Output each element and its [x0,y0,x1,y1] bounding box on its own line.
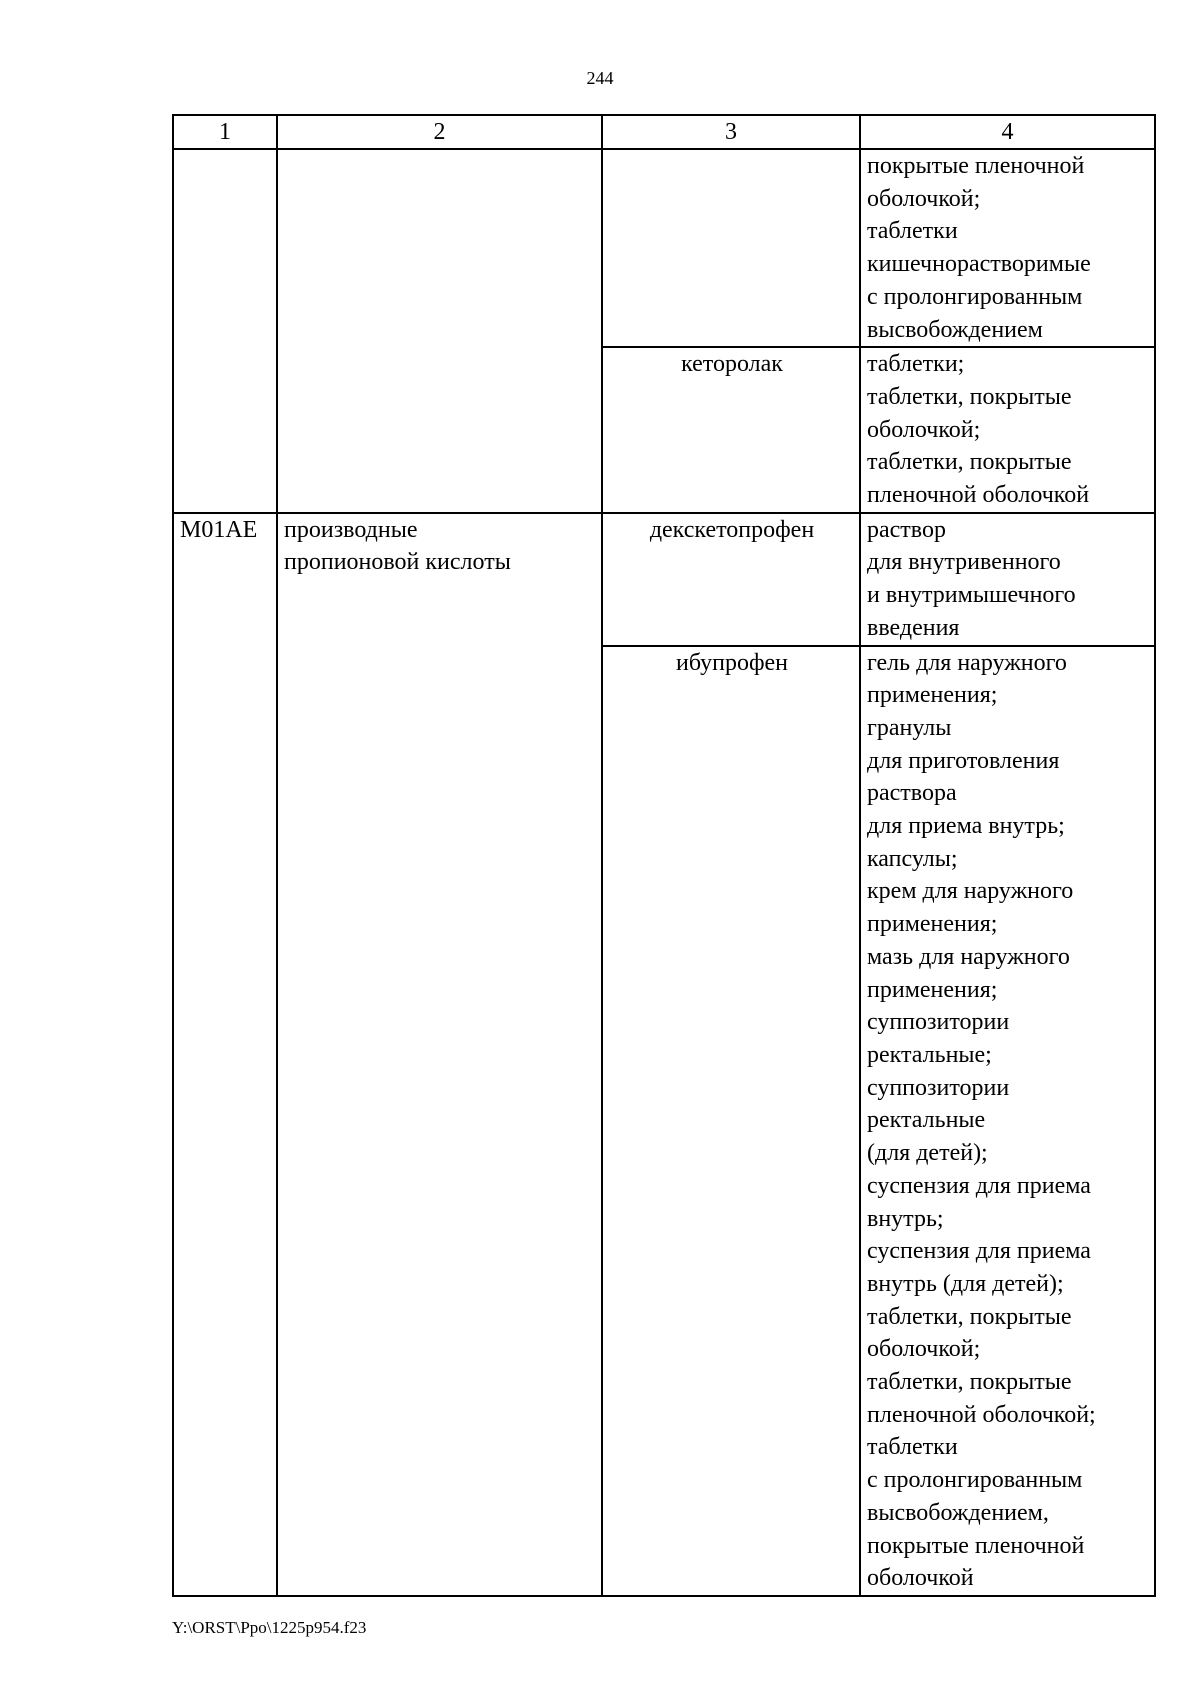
dosage-form-line: применения; [867,976,998,1003]
dosage-form-line: применения; [867,911,998,938]
dosage-form-line: для приема внутрь; [867,813,1065,840]
table-header-row [173,115,1155,149]
dosage-form-line: внутрь; [867,1205,944,1232]
dosage-form-line: пленочной оболочкой [867,482,1090,509]
dosage-forms-cell [860,149,1155,347]
column-header-3: 3 [602,115,860,149]
dosage-form-line: (для детей); [867,1140,988,1167]
dosage-form-line: внутрь (для детей); [867,1270,1064,1297]
dosage-forms-cell [860,646,1155,1596]
group-name-cell [277,513,602,1596]
dosage-form-line: и внутримышечного [867,582,1076,609]
dosage-form-line: мазь для наружного [867,943,1070,970]
dosage-forms-cell [860,347,1155,513]
column-header-1: 1 [173,115,277,149]
dosage-form-line: таблетки, покрытые [867,1303,1072,1330]
dosage-form-line: оболочкой; [867,185,981,212]
dosage-form-line: таблетки, покрытые [867,1369,1072,1396]
table-row [173,513,1155,646]
dosage-form-line: оболочкой; [867,416,981,443]
page-number: 244 [586,68,614,88]
dosage-form-line: суспензия для приема [867,1238,1091,1265]
group-name-line: пропионовой кислоты [284,549,511,576]
dosage-form-line: для приготовления [867,747,1060,774]
dosage-form-line: покрытые пленочной [867,153,1085,179]
dosage-form-line: капсулы; [867,845,958,872]
footer-file-path: Y:\ORST\Ppo\1225p954.f23 [172,1618,367,1637]
dosage-form-line: ректальные [867,1107,986,1134]
dosage-form-line: раствор [867,516,946,543]
dosage-form-line: высвобождением, [867,1499,1049,1526]
drug-name-cell: декскетопрофен [602,513,860,646]
dosage-form-line: покрытые пленочной [867,1532,1085,1559]
atc-code-cell: M01AE [173,513,277,1596]
dosage-form-line: гранулы [867,714,952,741]
dosage-forms-cell [860,513,1155,646]
dosage-form-line: оболочкой [867,1565,974,1592]
dosage-form-line: таблетки [867,218,958,245]
group-name-cell [277,149,602,513]
dosage-form-line: гель для наружного [867,649,1067,676]
dosage-form-line: для внутривенного [867,549,1061,576]
dosage-form-line: раствора [867,780,957,807]
dosage-form-line: введения [867,614,960,641]
atc-code-cell [173,149,277,513]
dosage-form-line: применения; [867,682,998,709]
drug-name-cell: кеторолак [602,347,860,513]
drug-name-cell: ибупрофен [602,646,860,1596]
dosage-form-line: пленочной оболочкой; [867,1401,1096,1428]
dosage-form-line: кишечнорастворимые [867,251,1091,278]
dosage-form-line: таблетки, покрытые [867,449,1072,476]
column-header-2: 2 [277,115,602,149]
table-row [173,149,1155,347]
dosage-form-line: суппозитории [867,1009,1010,1036]
dosage-form-line: высвобождением [867,316,1043,343]
dosage-form-line: с пролонгированным [867,1467,1083,1494]
dosage-form-line: крем для наружного [867,878,1074,905]
dosage-form-line: таблетки; [867,351,965,378]
group-name-line: производные [284,516,418,543]
dosage-form-line: таблетки [867,1434,958,1461]
dosage-form-line: с пролонгированным [867,283,1083,310]
drug-table [172,114,1156,1597]
dosage-form-line: таблетки, покрытые [867,383,1072,410]
dosage-form-line: суппозитории [867,1074,1010,1101]
dosage-form-line: суспензия для приема [867,1172,1091,1199]
dosage-form-line: ректальные; [867,1041,992,1068]
drug-name-cell [602,149,860,347]
column-header-4: 4 [860,115,1155,149]
dosage-form-line: оболочкой; [867,1336,981,1363]
